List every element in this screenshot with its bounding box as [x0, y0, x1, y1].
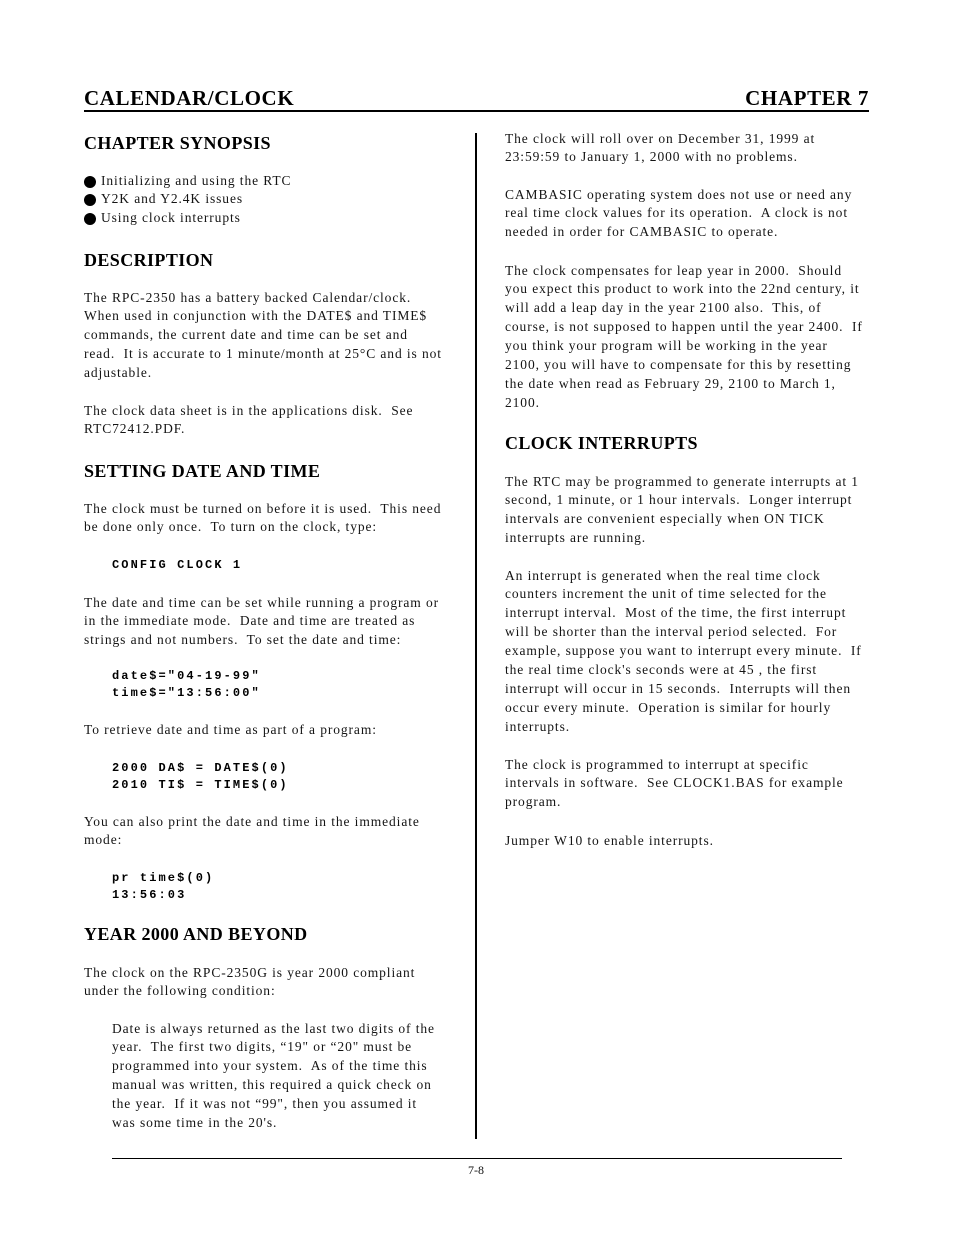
- page-header-title: CALENDAR/CLOCK: [84, 86, 295, 110]
- year2000-paragraph: The clock on the RPC-2350G is year 2000 compliant under the following condition:: [84, 964, 416, 999]
- bullet-text: Y2K and Y2.4K issues: [101, 191, 243, 207]
- chapter-label: CHAPTER 7: [745, 86, 869, 110]
- interrupts-paragraph: The RTC may be programmed to generate interrupts at 1 second, 1 minute, or 1 hour intervals. Longer interrupt intervals are convenient especially when ON TICK interrupts are running.: [505, 473, 859, 546]
- code-sample: CONFIG CLOCK 1: [112, 558, 243, 572]
- leap-year-paragraph: The clock compensates for leap year in 2000. Should you expect this product to work into the 22nd century, it will add a leap day in the year 2100 also. This, of course, is not supposed to happen until the year 2400. If you think your program will be working in the year 2100, you will have to compensate for this by resetting the date when read as February 29, 2100 to March 1, 2100.: [505, 262, 863, 410]
- column-divider: [475, 133, 477, 1139]
- bullet-icon: [84, 194, 96, 206]
- bullet-text: Initializing and using the RTC: [101, 172, 292, 188]
- setting-paragraph: You can also print the date and time in the immediate mode:: [84, 813, 420, 848]
- rollover-paragraph: The clock will roll over on December 31, 1999 at 23:59:59 to January 1, 2000 with no problems.: [505, 130, 816, 165]
- section-heading-chapter-synopsis: CHAPTER SYNOPSIS: [84, 133, 271, 153]
- bullet-icon: [84, 176, 96, 188]
- footer-rule: [112, 1158, 842, 1159]
- synopsis-bullet-list: [84, 172, 444, 229]
- setting-paragraph: The date and time can be set while running a program or in the immediate mode. Date and time are treated as strings and not numbers. To set the date and time:: [84, 594, 440, 648]
- code-sample: 2000 DA$ = DATE$(0) 2010 TI$ = TIME$(0): [112, 761, 289, 792]
- setting-paragraph: The clock must be turned on before it is used. This need be done only once. To turn on the clock, type:: [84, 500, 442, 535]
- description-paragraph: The RPC-2350 has a battery backed Calendar/clock. When used in conjunction with the DATE$ and TIME$ commands, the current date and time can be set and read. It is accurate to 1 minute/month at 25°C and is not adjustable.: [84, 289, 442, 381]
- setting-paragraph: To retrieve date and time as part of a program:: [84, 721, 377, 737]
- section-heading-description: DESCRIPTION: [84, 250, 214, 270]
- interrupts-paragraph: The clock is programmed to interrupt at specific intervals in software. See CLOCK1.BAS for example program.: [505, 756, 844, 810]
- bullet-item: [84, 190, 444, 209]
- section-heading-year-2000: YEAR 2000 AND BEYOND: [84, 924, 308, 944]
- interrupts-paragraph: Jumper W10 to enable interrupts.: [505, 832, 714, 848]
- code-sample: pr time$(0) 13:56:03: [112, 871, 215, 902]
- bullet-item: [84, 172, 444, 191]
- section-heading-setting-date-and-time: SETTING DATE AND TIME: [84, 461, 321, 481]
- interrupts-paragraph: An interrupt is generated when the real time clock counters increment the unit of time selected for the interrupt interval. Most of the time, the first interrupt will be shorter than the interval period selected. For example, suppose you want to interrupt every minute. If the real time clock's seconds were at 45 , the first interrupt will occur in 15 seconds. Interrupts will then occur every minute. Operation is similar for hourly interrupts.: [505, 567, 862, 734]
- page-number: 7-8: [468, 1163, 484, 1177]
- bullet-icon: [84, 213, 96, 225]
- section-heading-clock-interrupts: CLOCK INTERRUPTS: [505, 433, 698, 453]
- bullet-item: [84, 209, 444, 228]
- cambasic-paragraph: CAMBASIC operating system does not use or need any real time clock values for its operation. A clock is not needed in order for CAMBASIC to operate.: [505, 186, 853, 240]
- code-sample: date$="04-19-99" time$="13:56:00": [112, 669, 261, 700]
- bullet-text: Using clock interrupts: [101, 210, 241, 226]
- header-rule: [84, 110, 869, 112]
- year2000-indented-paragraph: Date is always returned as the last two digits of the year. The first two digits, “19" or “20" must be programmed into your system. As of the time this manual was written, this required a quick check on the year. If it was not “99", then you assumed it was some time in the 20's.: [112, 1020, 435, 1131]
- description-paragraph: The clock data sheet is in the applications disk. See RTC72412.PDF.: [84, 402, 414, 437]
